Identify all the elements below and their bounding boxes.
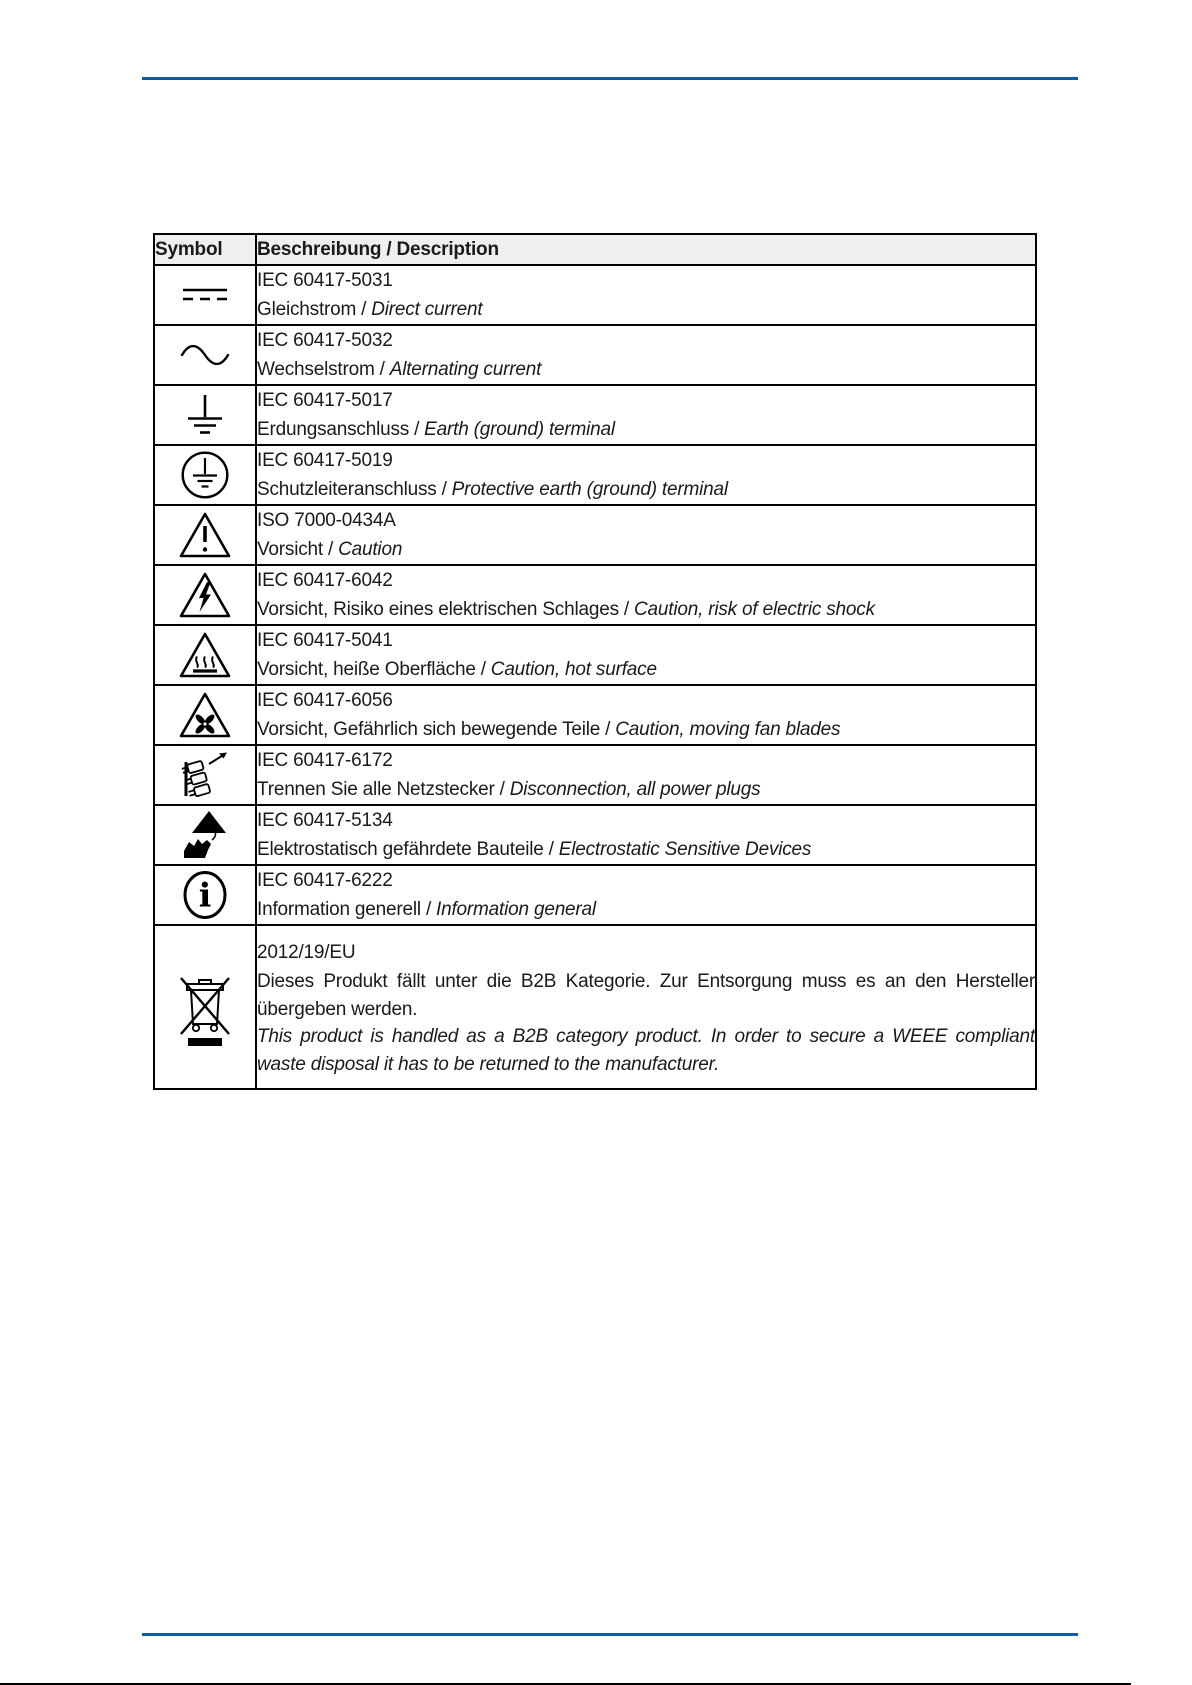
standard-code: IEC 60417-5017 xyxy=(257,390,393,411)
separator: / xyxy=(425,899,432,920)
description-cell xyxy=(256,745,1036,805)
symbol-cell xyxy=(154,805,256,865)
description-cell xyxy=(256,925,1036,1089)
standard-code: IEC 60417-6172 xyxy=(257,750,393,771)
description-cell xyxy=(256,565,1036,625)
table-row xyxy=(154,445,1036,505)
table-row xyxy=(154,925,1036,1089)
separator: / xyxy=(441,479,447,500)
separator: / xyxy=(499,779,505,800)
standard-code: IEC 60417-5041 xyxy=(257,630,393,651)
description-de: Elektrostatisch gefährdete Bauteile xyxy=(257,839,544,860)
protective-earth-icon xyxy=(180,450,230,500)
description-en: Protective earth (ground) terminal xyxy=(451,479,728,500)
symbol-cell xyxy=(154,385,256,445)
table-row xyxy=(154,385,1036,445)
description-en: Information general xyxy=(436,899,596,920)
header-symbol: Symbol xyxy=(154,234,256,265)
description-de: Trennen Sie alle Netzstecker xyxy=(257,779,495,800)
description-cell xyxy=(256,265,1036,325)
description-de: Dieses Produkt fällt unter die B2B Kategorie. Zur Entsorgung muss es an den Hersteller übergeben werden. xyxy=(257,971,1035,1020)
symbol-cell xyxy=(154,745,256,805)
table-row xyxy=(154,265,1036,325)
electric-shock-icon xyxy=(178,571,232,619)
symbol-cell xyxy=(154,325,256,385)
separator: / xyxy=(605,719,611,740)
moving-fan-blades-icon xyxy=(178,691,232,739)
symbol-table xyxy=(153,233,1037,1090)
separator: / xyxy=(379,359,385,380)
standard-code: ISO 7000-0434A xyxy=(257,510,396,531)
description-de: Wechselstrom xyxy=(257,359,375,380)
table-header-row xyxy=(154,234,1036,265)
standard-code: IEC 60417-6222 xyxy=(257,870,393,891)
earth-terminal-icon xyxy=(185,394,225,436)
separator: / xyxy=(328,539,334,560)
description-cell xyxy=(256,685,1036,745)
description-cell xyxy=(256,445,1036,505)
description-en: Electrostatic Sensitive Devices xyxy=(558,839,812,860)
top-rule xyxy=(142,77,1078,80)
symbol-cell xyxy=(154,445,256,505)
standard-code: IEC 60417-5019 xyxy=(257,450,393,471)
description-de: Gleichstrom xyxy=(257,299,357,320)
description-cell xyxy=(256,505,1036,565)
description-de: Schutzleiteranschluss xyxy=(257,479,437,500)
standard-code: IEC 60417-5031 xyxy=(257,270,393,291)
table-row xyxy=(154,865,1036,925)
table-row xyxy=(154,745,1036,805)
table-row xyxy=(154,685,1036,745)
weee-crossed-bin-icon xyxy=(177,966,233,1048)
standard-code: IEC 60417-6056 xyxy=(257,690,393,711)
description-cell xyxy=(256,385,1036,445)
symbol-cell xyxy=(154,685,256,745)
description-cell xyxy=(256,805,1036,865)
information-icon xyxy=(181,869,229,921)
symbol-cell xyxy=(154,565,256,625)
separator: / xyxy=(361,299,367,320)
description-cell xyxy=(256,865,1036,925)
description-de: Vorsicht, heiße Oberfläche xyxy=(257,659,476,680)
description-de: Vorsicht, Risiko eines elektrischen Schlages xyxy=(257,599,619,620)
caution-icon xyxy=(178,511,232,559)
standard-code: IEC 60417-5032 xyxy=(257,330,393,351)
disconnect-all-plugs-icon xyxy=(179,749,231,801)
description-en: Caution xyxy=(338,539,403,560)
table-row xyxy=(154,325,1036,385)
description-en: Caution, risk of electric shock xyxy=(633,599,875,620)
header-description: Beschreibung / Description xyxy=(256,234,1036,265)
description-en: Caution, hot surface xyxy=(490,659,657,680)
separator: / xyxy=(548,839,554,860)
standard-code: 2012/19/EU xyxy=(257,942,356,963)
symbol-cell xyxy=(154,505,256,565)
esd-sensitive-icon xyxy=(181,810,229,860)
ac-current-icon xyxy=(180,345,230,365)
standard-code: IEC 60417-6042 xyxy=(257,570,393,591)
symbol-cell xyxy=(154,925,256,1089)
symbol-cell xyxy=(154,865,256,925)
description-de: Erdungsanschluss xyxy=(257,419,410,440)
description-cell xyxy=(256,625,1036,685)
svg-text:i: i xyxy=(198,875,212,915)
standard-code: IEC 60417-5134 xyxy=(257,810,393,831)
description-en: Caution, moving fan blades xyxy=(615,719,841,740)
symbol-cell xyxy=(154,265,256,325)
hot-surface-icon xyxy=(178,631,232,679)
description-de: Vorsicht xyxy=(257,539,323,560)
table-row xyxy=(154,565,1036,625)
description-cell xyxy=(256,325,1036,385)
description-en: Disconnection, all power plugs xyxy=(509,779,761,800)
table-row xyxy=(154,805,1036,865)
bottom-rule xyxy=(142,1633,1078,1636)
table-row xyxy=(154,505,1036,565)
dc-current-icon xyxy=(182,284,228,306)
description-de: Vorsicht, Gefährlich sich bewegende Teile xyxy=(257,719,601,740)
separator: / xyxy=(480,659,486,680)
description-en: Direct current xyxy=(371,299,483,320)
description-en: Earth (ground) terminal xyxy=(424,419,615,440)
description-en: This product is handled as a B2B category product. In order to secure a WEEE compliant waste disposal it has to be returned to the manufacturer. xyxy=(257,1026,1035,1075)
table-row xyxy=(154,625,1036,685)
description-en: Alternating current xyxy=(389,359,542,380)
description-de: Information generell xyxy=(257,899,421,920)
symbol-cell xyxy=(154,625,256,685)
separator: / xyxy=(414,419,420,440)
separator: / xyxy=(623,599,629,620)
